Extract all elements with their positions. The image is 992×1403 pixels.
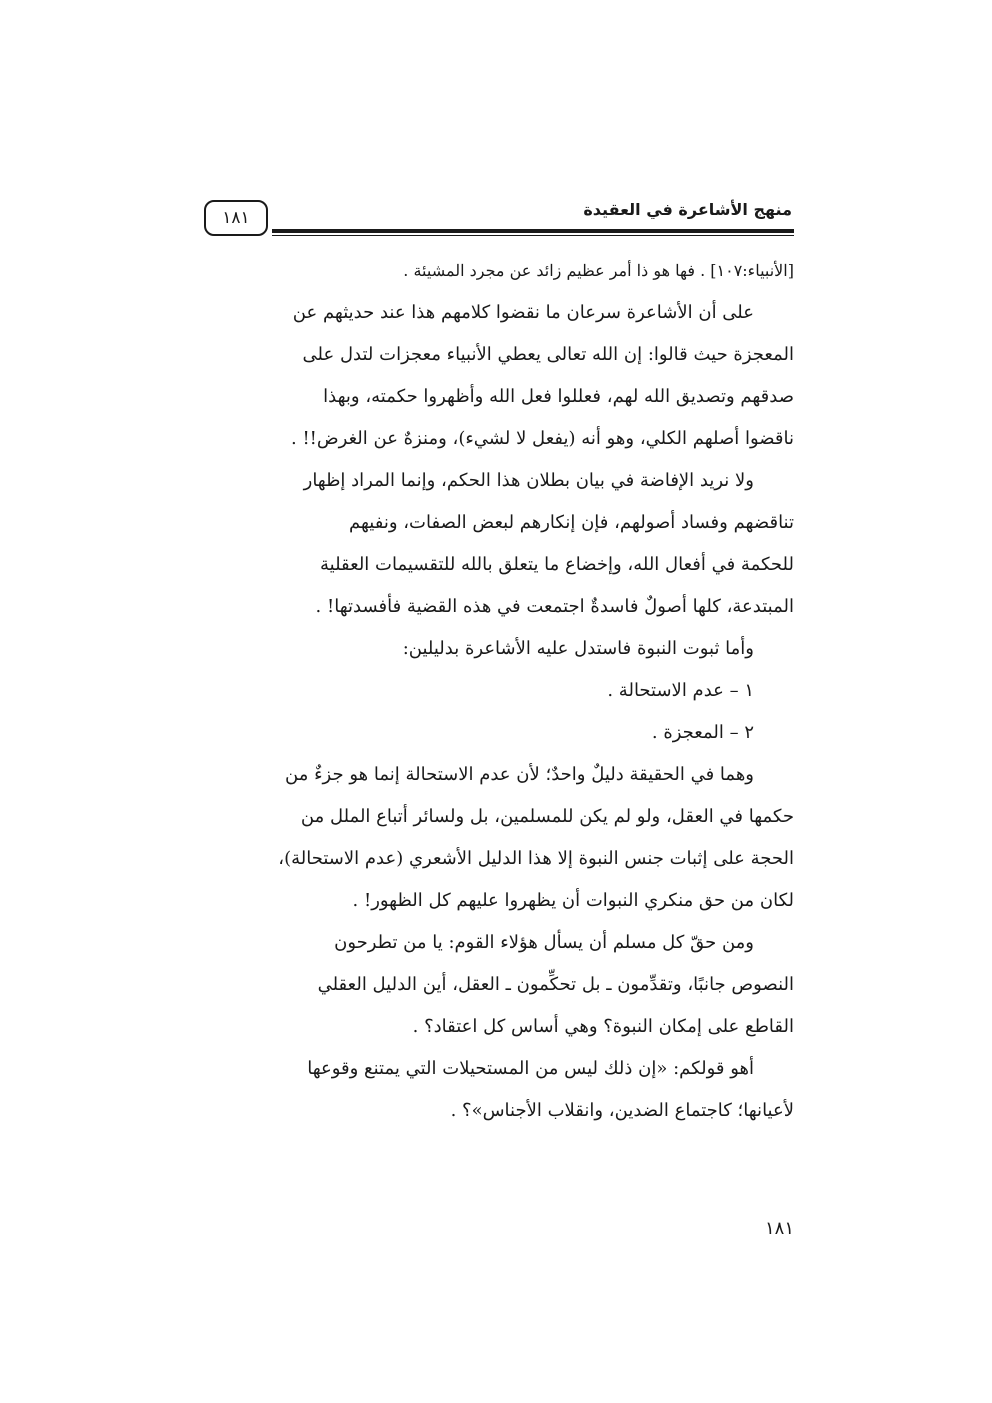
text-line: المعجزة حيث قالوا: إن الله تعالى يعطي الأنبياء معجزات لتدل على xyxy=(302,344,794,365)
text-line: المبتدعة، كلها أصولٌ فاسدةٌ اجتمعت في هذه القضية فأفسدتها! . xyxy=(315,596,794,617)
running-title: منهج الأشاعرة في العقيدة xyxy=(583,200,792,219)
text-line: [الأنبياء:١٠٧] . فها هو ذا أمر عظيم زائد عن مجرد المشيئة . xyxy=(403,261,794,280)
text-line: ناقضوا أصلهم الكلي، وهو أنه (يفعل لا لشيء)، ومنزهٌ عن الغرض!! . xyxy=(291,428,794,449)
text-line: للحكمة في أفعال الله، وإخضاع ما يتعلق بالله للتقسيمات العقلية xyxy=(319,554,794,575)
text-line: الحجة على إثبات جنس النبوة إلا هذا الدليل الأشعري (عدم الاستحالة)، xyxy=(278,848,794,869)
text-line: وهما في الحقيقة دليلٌ واحدٌ؛ لأن عدم الاستحالة إنما هو جزءٌ من xyxy=(285,764,754,785)
list-item: ٢ – المعجزة . xyxy=(651,722,754,743)
header-rule-thick xyxy=(272,229,794,233)
text-line: لكان من حق منكري النبوات أن يظهروا عليهم كل الظهور! . xyxy=(352,890,794,911)
page-number-box xyxy=(204,200,268,236)
text-line: على أن الأشاعرة سرعان ما نقضوا كلامهم هذا عند حديثهم عن xyxy=(292,302,754,323)
text-line: أهو قولكم: «إن ذلك ليس من المستحيلات التي يمتنع وقوعها xyxy=(307,1058,754,1079)
text-line: ولا نريد الإفاضة في بيان بطلان هذا الحكم، وإنما المراد إظهار xyxy=(303,470,754,491)
text-line: تناقضهم وفساد أصولهم، فإن إنكارهم لبعض الصفات، ونفيهم xyxy=(349,512,794,533)
page-header xyxy=(200,196,794,240)
text-line: القاطع على إمكان النبوة؟ وهي أساس كل اعتقاد؟ . xyxy=(412,1016,794,1037)
list-item: ١ – عدم الاستحالة . xyxy=(607,680,754,701)
text-line: حكمها في العقل، ولو لم يكن للمسلمين، بل ولسائر أتباع الملل من xyxy=(300,806,794,827)
page-number-box-label: ١٨١ xyxy=(222,208,250,228)
header-rule-thin xyxy=(272,235,794,236)
text-line: صدقهم وتصديق الله لهم، فعللوا فعل الله وأظهروا حكمته، وبهذا xyxy=(323,386,794,407)
text-line: لأعيانها؛ كاجتماع الضدين، وانقلاب الأجناس»؟ . xyxy=(450,1100,794,1121)
footer-page-number: ١٨١ xyxy=(764,1218,794,1239)
text-line: النصوص جانبًا، وتقدِّمون ـ بل تحكِّمون ـ العقل، أين الدليل العقلي xyxy=(317,974,794,995)
text-line: وأما ثبوت النبوة فاستدل عليه الأشاعرة بدليلين: xyxy=(402,638,754,659)
text-line: ومن حقّ كل مسلم أن يسأل هؤلاء القوم: يا من تطرحون xyxy=(334,932,754,953)
body-text xyxy=(200,250,794,1132)
